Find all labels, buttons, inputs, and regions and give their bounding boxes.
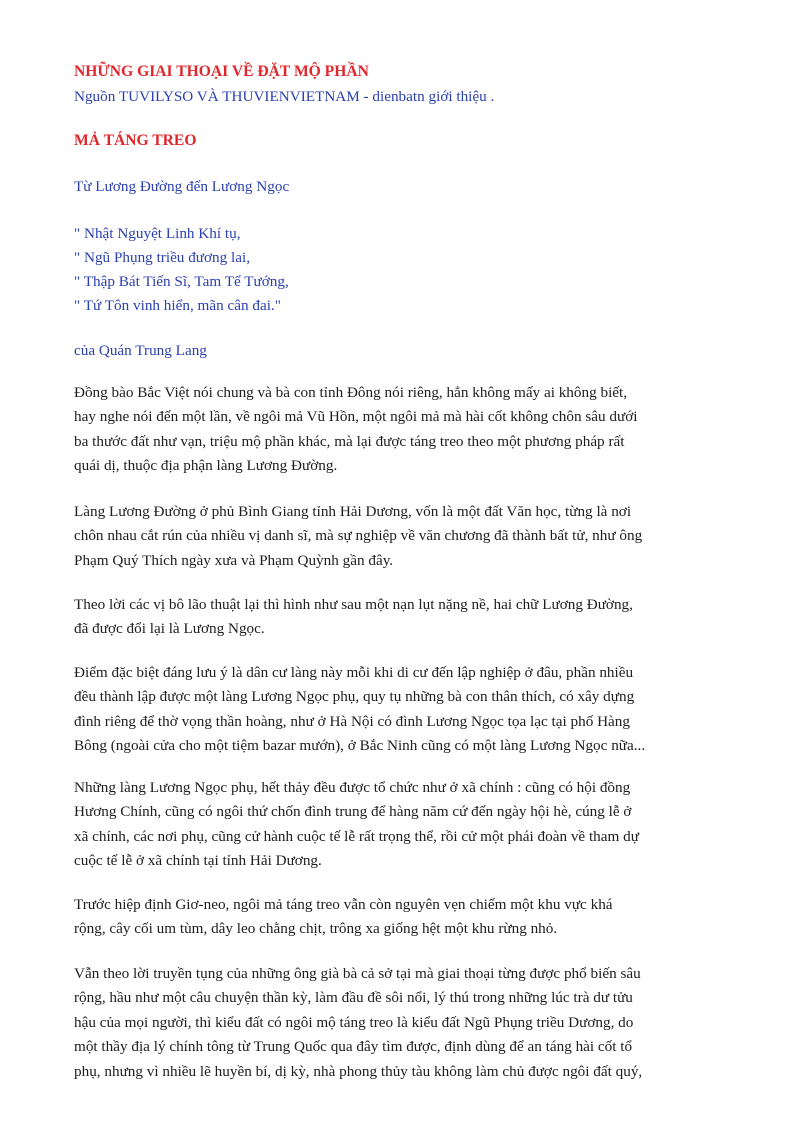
poem-line: " Tứ Tôn vinh hiển, mãn cân đai." [74, 297, 281, 314]
paragraph-line: đình riêng để thờ vọng thần hoàng, như ở Hà Nội có đình Lương Ngọc tọa lạc tại phố Hàng [74, 712, 630, 730]
paragraph-line: đã được đổi lại là Lương Ngọc. [74, 620, 265, 638]
paragraph-line: cuộc tế lễ ở xã chính tại tỉnh Hải Dương. [74, 852, 322, 870]
section-subheading: Từ Lương Đường đến Lương Ngọc [74, 178, 290, 195]
poem-line: " Ngũ Phụng triều đương lai, [74, 249, 251, 266]
paragraph [74, 962, 734, 1084]
source-line: Nguồn TUVILYSO VÀ THUVIENVIETNAM - dienbatn giới thiệu . [74, 88, 495, 105]
paragraph [74, 893, 734, 942]
paragraph-line: Bông (ngoài cửa cho một tiệm bazar mướn), ở Bắc Ninh cũng có một làng Lương Ngọc nữa... [74, 737, 646, 755]
section-heading: MẢ TÁNG TREO [74, 132, 197, 149]
paragraph-line: chôn nhau cắt rún của nhiều vị danh sĩ, mà sự nghiệp về văn chương đã thành bất tử, như ông [74, 527, 643, 545]
paragraph-line: quái dị, thuộc địa phận làng Lương Đường. [74, 457, 338, 475]
paragraph [74, 661, 734, 759]
paragraph-line: phụ, nhưng vì nhiều lẽ huyền bí, dị kỳ, nhà phong thủy tàu không làm chủ được ngôi đất quý, [74, 1062, 643, 1080]
paragraph-line: đều thành lập được một làng Lương Ngọc phụ, quy tụ những bà con thân thích, có xây dựng [74, 688, 635, 706]
paragraph-line: Điểm đặc biệt đáng lưu ý là dân cư làng này mỗi khi di cư đến lập nghiệp ở đâu, phần nhiều [74, 664, 634, 681]
document-title: NHỮNG GIAI THOẠI VỀ ĐẶT MỘ PHẦN [74, 63, 369, 80]
paragraph-line: Hương Chính, cũng có ngôi thứ chốn đình trung để hàng năm cứ đến ngày hội hè, cúng lễ ở [74, 803, 632, 821]
paragraph-line: Những làng Lương Ngọc phụ, hết thảy đều được tổ chức như ở xã chính : cũng có hội đồng [74, 779, 631, 796]
paragraph-line: Trước hiệp định Giơ-neo, ngôi mả táng treo vẫn còn nguyên vẹn chiếm một khu vực khá [74, 896, 613, 913]
paragraph-line: Làng Lương Đường ở phủ Bình Giang tỉnh Hải Dương, vốn là một đất Văn học, từng là nơi [74, 503, 632, 520]
paragraph-line: Vẫn theo lời truyền tụng của những ông già bà cả sở tại mà giai thoại từng được phổ biến sâu [74, 965, 641, 982]
paragraph-line: Phạm Quý Thích ngày xưa và Phạm Quỳnh gần đây. [74, 551, 394, 569]
paragraph-line: Theo lời các vị bô lão thuật lại thì hình như sau một nạn lụt nặng nề, hai chữ Lương Đường, [74, 596, 633, 613]
poem-line: " Nhật Nguyệt Linh Khí tụ, [74, 225, 241, 242]
paragraph-line: một thầy địa lý chính tông từ Trung Quốc qua đây tìm được, định dùng để an táng hài cốt tổ [74, 1038, 633, 1056]
paragraph [74, 593, 734, 642]
paragraph-line: rộng, hầu như một câu chuyện thần kỳ, làm đầu đề sôi nổi, lý thú trong những lúc trà dư tửu [74, 989, 633, 1007]
poem-line: " Thập Bát Tiến Sĩ, Tam Tể Tướng, [74, 273, 289, 290]
paragraph [74, 381, 734, 479]
paragraph-line: ba thước đất như vạn, triệu mộ phần khác, mà lại được táng treo theo một phương pháp rất [74, 432, 625, 450]
poem-author: của Quán Trung Lang [74, 342, 207, 359]
paragraph [74, 776, 734, 874]
paragraph-line: rộng, cây cối um tùm, dây leo chằng chịt, trông xa giống hệt một khu rừng nhỏ. [74, 920, 558, 938]
paragraph-line: Đồng bào Bắc Việt nói chung và bà con tỉnh Đông nói riêng, hẳn không mấy ai không biết, [74, 384, 628, 401]
paragraph-line: xã chính, các nơi phụ, cũng cử hành cuộc tế lễ rất trọng thể, rồi cử một phái đoàn về tham dự [74, 827, 639, 845]
paragraph-line: hậu của mọi người, thì kiểu đất có ngôi mộ táng treo là kiểu đất Ngũ Phụng triều Dương, do [74, 1013, 634, 1031]
paragraph-line: hay nghe nói đến một lần, về ngôi mả Vũ Hồn, một ngôi mả mà hài cốt không chôn sâu dưới [74, 408, 638, 426]
paragraph [74, 500, 734, 573]
